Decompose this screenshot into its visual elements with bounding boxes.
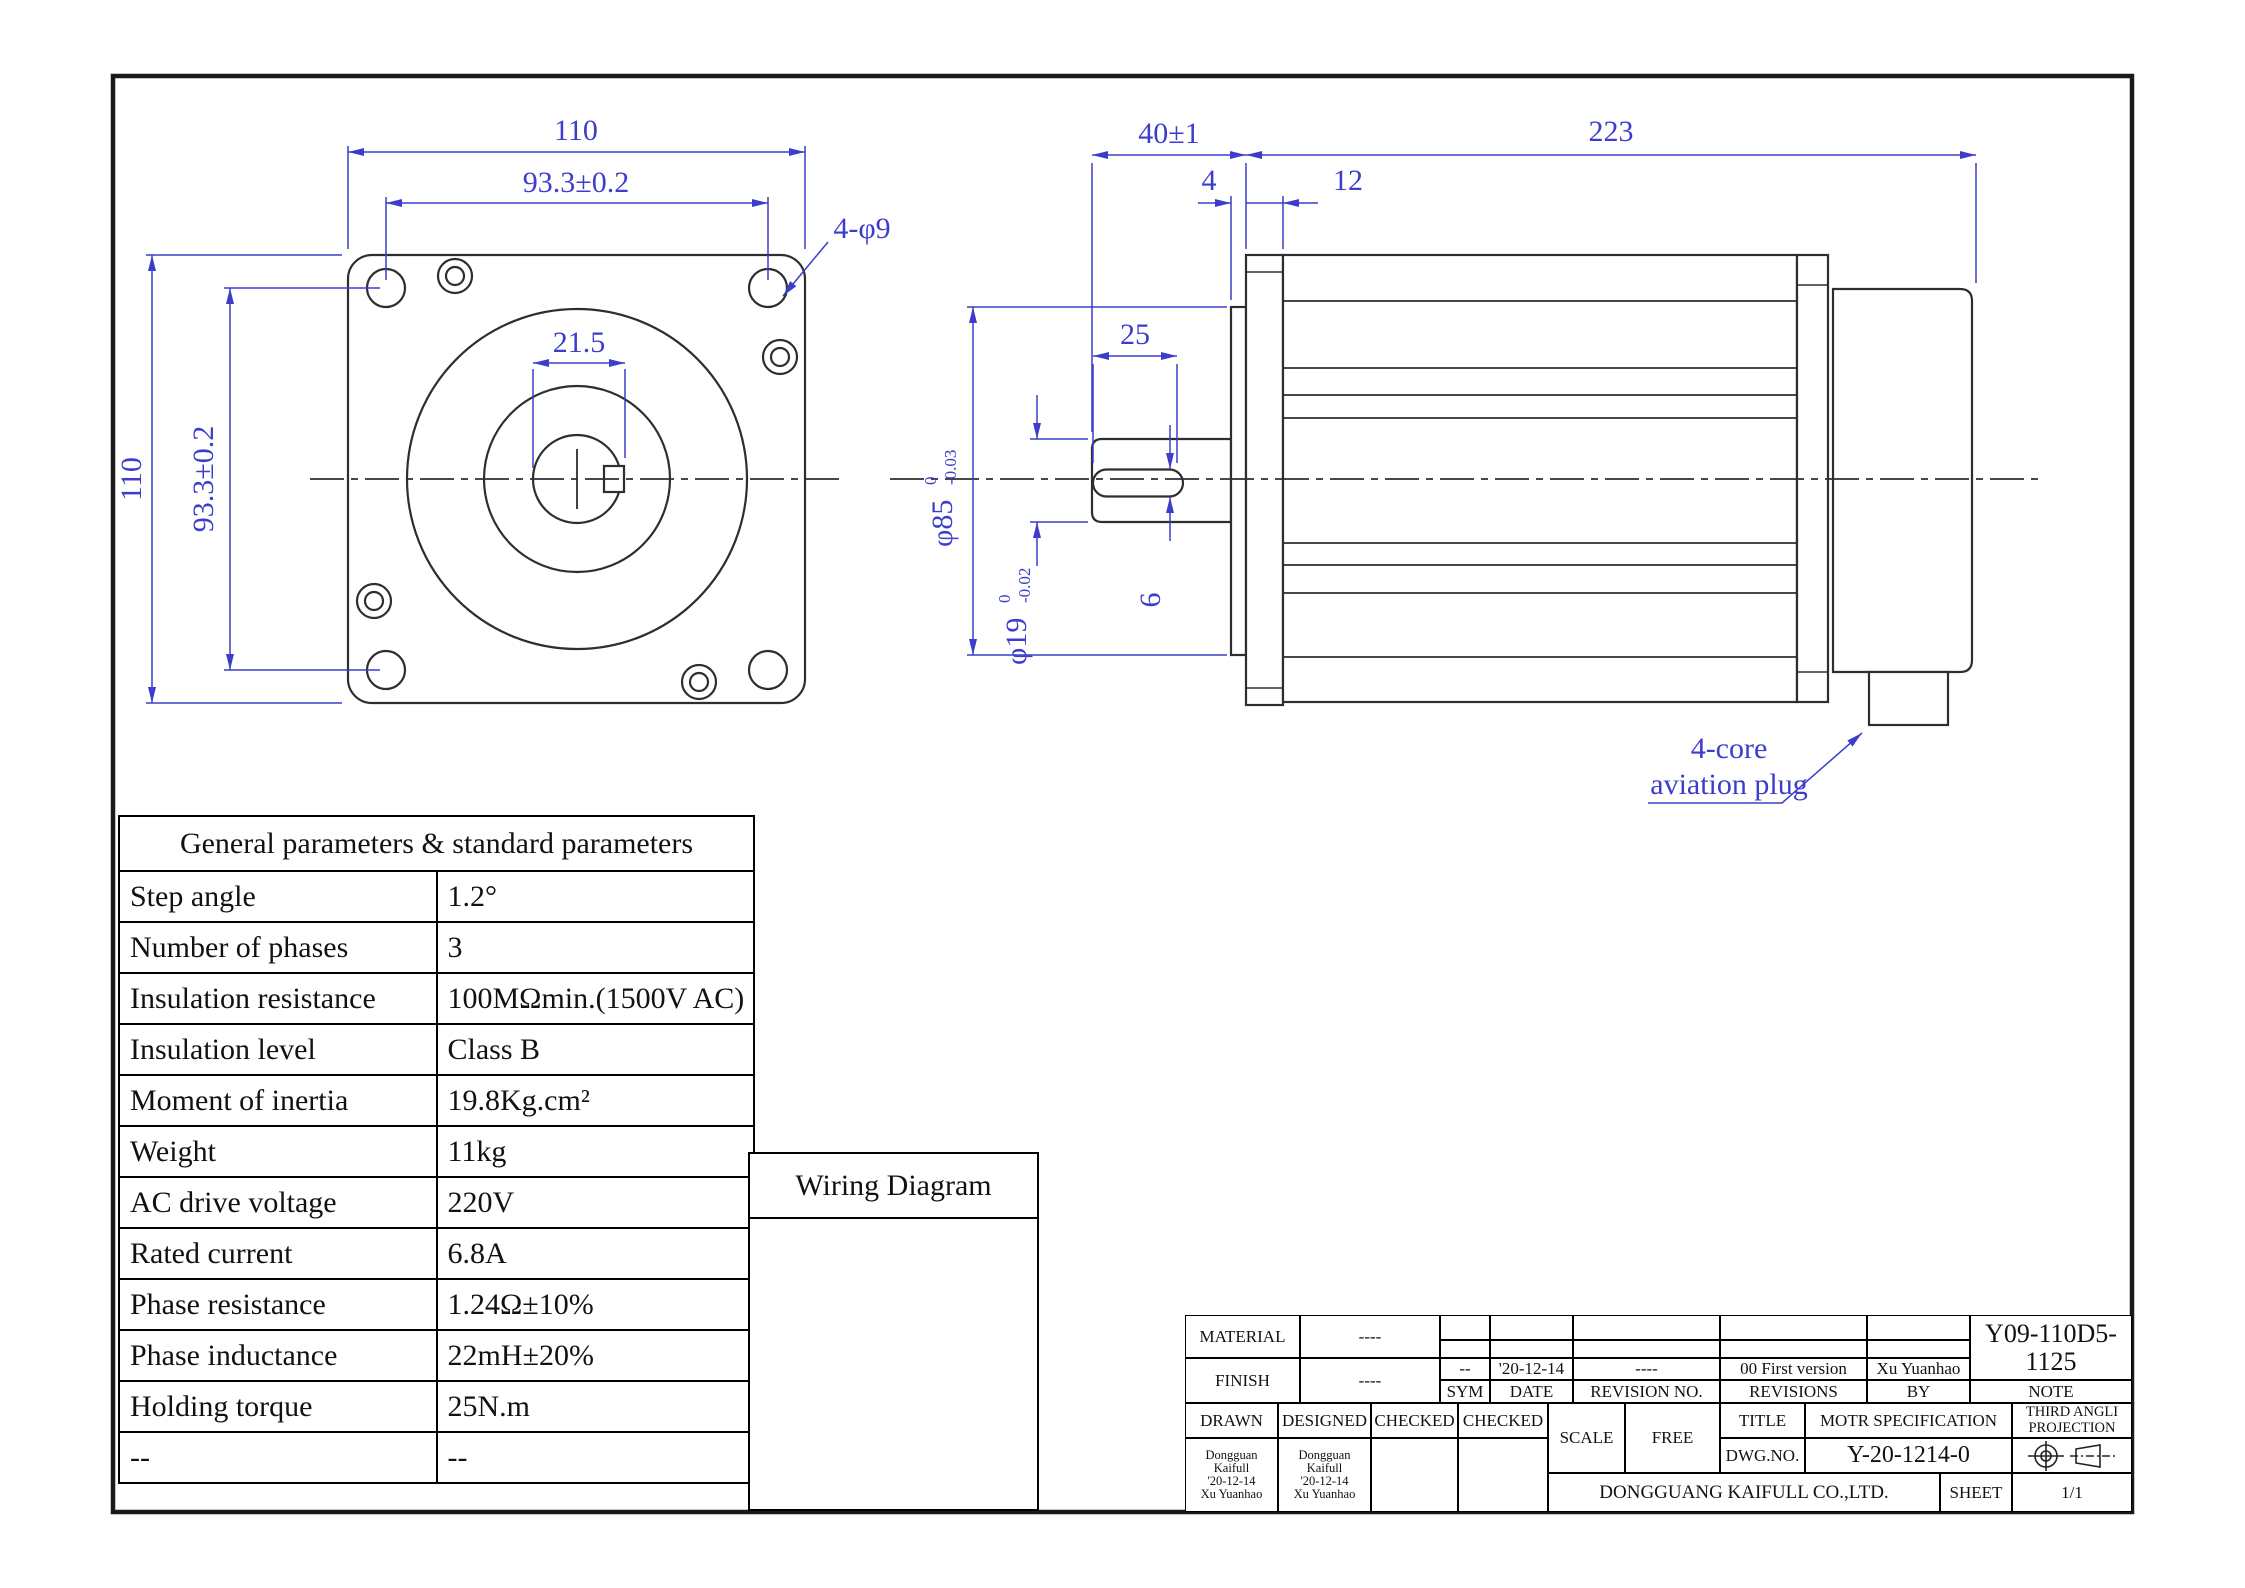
plug-label-line2: aviation plug: [1650, 768, 1808, 801]
title-block: [1185, 1315, 2132, 1512]
dim-keyway-width: 6: [1134, 592, 1167, 608]
dim-shaft-ext: 40±1: [1138, 117, 1200, 150]
front-flange-plate: [1246, 255, 1283, 705]
rev-empty: [1573, 1340, 1720, 1358]
rev-empty: [1490, 1315, 1573, 1340]
checked2-value: [1458, 1438, 1548, 1512]
designed-value: [1278, 1438, 1371, 1512]
svg-text:0: 0: [995, 594, 1014, 603]
scale-label: SCALE: [1548, 1403, 1625, 1473]
screw-hole: [438, 259, 472, 293]
sym-label: SYM: [1440, 1380, 1490, 1403]
param-value: 3: [437, 922, 755, 973]
svg-text:-0.02: -0.02: [1015, 567, 1034, 603]
dim-front-width: 110: [554, 114, 598, 147]
projection-line: PROJECTION: [2028, 1419, 2116, 1436]
screw-hole: [763, 340, 797, 374]
table-row: [119, 1075, 754, 1126]
rev-empty: [1867, 1340, 1970, 1358]
revision-no-label: REVISION NO.: [1573, 1380, 1720, 1403]
front-view: [310, 255, 845, 703]
mount-hole: [749, 651, 787, 689]
projection-line: THIRD ANGLI: [2025, 1404, 2119, 1421]
rev-empty: [1573, 1315, 1720, 1340]
param-label: Insulation resistance: [119, 973, 437, 1024]
designed-line: Xu Yuanhao: [1293, 1487, 1356, 1502]
wiring-diagram-box: [748, 1152, 1039, 1511]
rev-empty: [1440, 1315, 1490, 1340]
title-value: MOTR SPECIFICATION: [1805, 1403, 2012, 1438]
param-value: 1.2°: [437, 871, 755, 922]
scale-value: FREE: [1625, 1403, 1720, 1473]
sym-value: --: [1440, 1358, 1490, 1380]
rev-empty: [1867, 1315, 1970, 1340]
dim-front-key-offset: 21.5: [552, 326, 606, 359]
svg-text:φ19: φ19: [1000, 617, 1033, 665]
revision-no-value: ----: [1573, 1358, 1720, 1380]
param-value: 1.24Ω±10%: [437, 1279, 755, 1330]
dwg-no-label: DWG.NO.: [1720, 1438, 1805, 1473]
revisions-label: REVISIONS: [1720, 1380, 1867, 1403]
company-name: DONGGUANG KAIFULL CO.,LTD.: [1548, 1473, 1940, 1512]
table-row: [119, 922, 754, 973]
rev-empty: [1490, 1340, 1573, 1358]
table-row: [119, 1228, 754, 1279]
designed-line: '20-12-14: [1300, 1474, 1349, 1488]
screw-hole: [357, 584, 391, 618]
date-value: '20-12-14: [1490, 1358, 1573, 1380]
projection-label: [2012, 1403, 2132, 1438]
table-row: [119, 1279, 754, 1330]
dim-front-hole-pitch-h: 93.3±0.2: [522, 166, 630, 199]
table-row: [119, 871, 754, 922]
sheet-value: 1/1: [2012, 1473, 2132, 1512]
rev-empty: [1440, 1340, 1490, 1358]
param-value: 25N.m: [437, 1381, 755, 1432]
screw-hole: [682, 665, 716, 699]
dim-boss-thickness: 4: [1201, 164, 1217, 197]
rev-empty: [1720, 1340, 1867, 1358]
table-row: [119, 1381, 754, 1432]
plug-label-line1: 4-core: [1690, 732, 1768, 765]
parameters-table: [118, 815, 755, 1484]
third-angle-projection-icon: [2020, 1441, 2124, 1471]
by-value: Xu Yuanhao: [1867, 1358, 1970, 1380]
finish-value: ----: [1300, 1358, 1440, 1403]
material-value: ----: [1300, 1315, 1440, 1358]
parameters-table-title: General parameters & standard parameters: [119, 816, 754, 871]
param-label: --: [119, 1432, 437, 1483]
pilot-boss: [1231, 307, 1246, 655]
drawn-value: [1185, 1438, 1278, 1512]
table-row: [119, 1126, 754, 1177]
aviation-plug: [1869, 672, 1948, 725]
checked1-value: [1371, 1438, 1458, 1512]
keyway-slot: [1093, 470, 1183, 497]
drawn-line: '20-12-14: [1207, 1474, 1256, 1488]
param-label: Number of phases: [119, 922, 437, 973]
dim-flange-thickness: 12: [1333, 164, 1363, 197]
table-row: [119, 973, 754, 1024]
checked2-label: CHECKED: [1458, 1403, 1548, 1438]
drawn-line: Dongguan: [1205, 1447, 1258, 1462]
checked1-label: CHECKED: [1371, 1403, 1458, 1438]
dim-keyway-length: 25: [1120, 318, 1150, 351]
drawn-line: Xu Yuanhao: [1200, 1487, 1263, 1502]
dim-front-height: 110: [115, 457, 148, 501]
drawn-line: Kaifull: [1213, 1460, 1250, 1475]
part-number: Y09-110D5-1125: [1970, 1315, 2132, 1380]
rear-end-cap: [1833, 289, 1972, 672]
dim-boss-diameter: [921, 450, 960, 547]
param-label: Phase inductance: [119, 1330, 437, 1381]
param-value: 11kg: [437, 1126, 755, 1177]
param-value: 220V: [437, 1177, 755, 1228]
dim-body-length: 223: [1588, 115, 1634, 148]
wiring-diagram-title: Wiring Diagram: [750, 1154, 1037, 1219]
param-label: Insulation level: [119, 1024, 437, 1075]
param-label: Step angle: [119, 871, 437, 922]
rev-empty: [1720, 1315, 1867, 1340]
dim-shaft-diameter: [995, 568, 1034, 665]
by-label: BY: [1867, 1380, 1970, 1403]
svg-text:-0.03: -0.03: [941, 449, 960, 485]
note-label: NOTE: [1970, 1380, 2132, 1403]
sheet-label: SHEET: [1940, 1473, 2012, 1512]
projection-symbol-cell: [2012, 1438, 2132, 1473]
param-label: Phase resistance: [119, 1279, 437, 1330]
svg-text:0: 0: [921, 476, 940, 485]
table-row: [119, 1432, 754, 1483]
svg-text:φ85: φ85: [926, 499, 959, 547]
designed-line: Dongguan: [1298, 1447, 1351, 1462]
param-value: --: [437, 1432, 755, 1483]
param-label: Weight: [119, 1126, 437, 1177]
dwg-no-value: Y-20-1214-0: [1805, 1438, 2012, 1473]
param-label: Rated current: [119, 1228, 437, 1279]
param-label: Moment of inertia: [119, 1075, 437, 1126]
date-label: DATE: [1490, 1380, 1573, 1403]
dim-front-hole-pitch-v: 93.3±0.2: [187, 425, 220, 533]
param-label: Holding torque: [119, 1381, 437, 1432]
param-label: AC drive voltage: [119, 1177, 437, 1228]
revisions-value: 00 First version: [1720, 1358, 1867, 1380]
title-label: TITLE: [1720, 1403, 1805, 1438]
param-value: 22mH±20%: [437, 1330, 755, 1381]
param-value: Class B: [437, 1024, 755, 1075]
param-value: 100MΩmin.(1500V AC): [437, 973, 755, 1024]
table-row: [119, 1177, 754, 1228]
finish-label: FINISH: [1185, 1358, 1300, 1403]
designed-label: DESIGNED: [1278, 1403, 1371, 1438]
designed-line: Kaifull: [1306, 1460, 1343, 1475]
material-label: MATERIAL: [1185, 1315, 1300, 1358]
dim-front-holes: 4-φ9: [833, 212, 891, 245]
param-value: 19.8Kg.cm²: [437, 1075, 755, 1126]
param-value: 6.8A: [437, 1228, 755, 1279]
table-row: [119, 1024, 754, 1075]
drawn-label: DRAWN: [1185, 1403, 1278, 1438]
table-row: [119, 1330, 754, 1381]
front-view-dimensions: [146, 146, 828, 703]
